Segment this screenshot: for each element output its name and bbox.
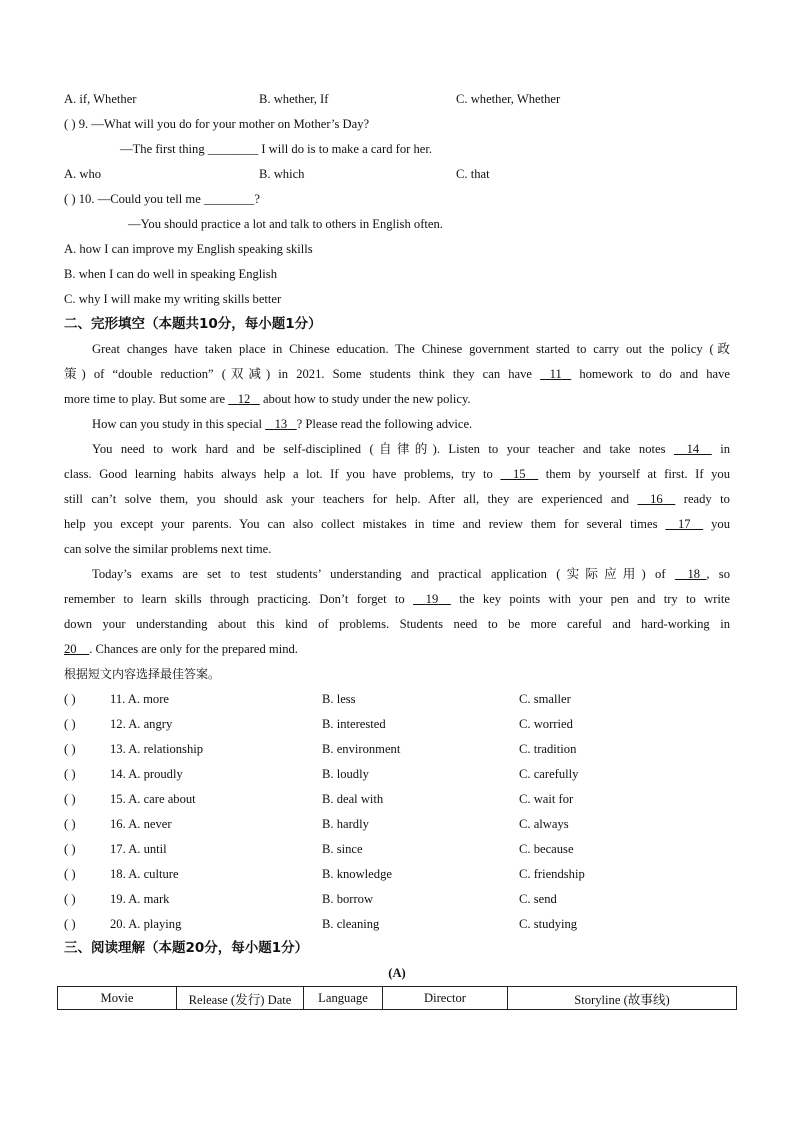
passage-line: still can’t solve them, you should ask your teachers for help. After all, they are experienced and 16 ready to: [64, 492, 730, 506]
q9-blank[interactable]: ________: [207, 142, 259, 156]
option-a: 11. A. more: [110, 692, 169, 706]
option-c: C. smaller: [519, 692, 571, 706]
passage-line: How can you study in this special 13 ? Please read the following advice.: [92, 417, 473, 431]
passage-line: 20 . Chances are only for the prepared mind.: [64, 642, 298, 656]
passage-line: help you except your parents. You can also collect mistakes in time and review them for several times 17 you: [64, 517, 730, 531]
answer-paren[interactable]: ( ): [64, 817, 76, 831]
passage-line: class. Good learning habits always help a lot. If you have problems, try to 15 them by yourself at first. If you: [64, 467, 730, 481]
option-a: 19. A. mark: [110, 892, 170, 906]
part-title: (A): [388, 966, 406, 980]
movie-table: [57, 986, 737, 1010]
blank-19[interactable]: 19: [425, 592, 439, 606]
option-c: C. send: [519, 892, 557, 906]
q10-option-b: B. when I can do well in speaking English: [64, 267, 278, 281]
q9-line2: [120, 141, 432, 157]
blank-16[interactable]: 16: [650, 492, 663, 506]
blank-13[interactable]: 13: [274, 417, 288, 431]
blank-12[interactable]: 12: [237, 392, 251, 406]
header-storyline: Storyline (故事线): [508, 987, 737, 1010]
option-c: C. studying: [519, 917, 578, 931]
q10-option-c: C. why I will make my writing skills better: [64, 292, 282, 306]
q9-stem: [64, 116, 369, 132]
answer-paren[interactable]: ( ): [64, 717, 76, 731]
option-a: 14. A. proudly: [110, 767, 183, 781]
option-a: 13. A. relationship: [110, 742, 204, 756]
option-a: 18. A. culture: [110, 867, 179, 881]
q9-option-a: A. who: [64, 167, 102, 181]
header-language: Language: [304, 987, 383, 1010]
q8-option-b: B. whether, If: [259, 92, 329, 106]
q9-line2-text: I will do is to make a card for her.: [261, 142, 433, 156]
option-c: C. always: [519, 817, 569, 831]
option-a: 16. A. never: [110, 817, 172, 831]
option-c: C. worried: [519, 717, 573, 731]
passage-line: You need to work hard and be self-disciplined (自律的). Listen to your teacher and take notes 14 in: [92, 442, 730, 456]
q9-line2-text: —The first thing: [120, 142, 205, 156]
option-b: B. borrow: [322, 892, 374, 906]
option-c: C. carefully: [519, 767, 579, 781]
passage-line: can solve the similar problems next time.: [64, 542, 272, 556]
option-c: C. wait for: [519, 792, 574, 806]
passage-line: more time to play. But some are 12 about how to study under the new policy.: [64, 392, 471, 406]
answer-paren[interactable]: ( ): [64, 767, 76, 781]
section2-heading: 二、完形填空（本题共10分，每小题1分）: [64, 316, 322, 332]
q10-stem: [64, 191, 260, 207]
q10-line2: —You should practice a lot and talk to others in English often.: [128, 217, 443, 231]
blank-15[interactable]: 15: [513, 467, 526, 481]
option-c: C. tradition: [519, 742, 577, 756]
option-a: 15. A. care about: [110, 792, 196, 806]
header-director: Director: [383, 987, 508, 1010]
blank-18[interactable]: 18: [687, 567, 701, 581]
answer-paren[interactable]: ( ): [64, 917, 76, 931]
q10-question: 10. —Could you tell me: [78, 192, 201, 206]
q10-option-a: A. how I can improve my English speaking skills: [64, 242, 313, 256]
option-a: 17. A. until: [110, 842, 167, 856]
table-header-row: [58, 987, 737, 1010]
option-b: B. deal with: [322, 792, 384, 806]
option-b: B. loudly: [322, 767, 369, 781]
option-b: B. knowledge: [322, 867, 392, 881]
q9-question: 9. —What will you do for your mother on Mother’s Day?: [78, 117, 370, 131]
answer-paren[interactable]: ( ): [64, 117, 76, 131]
answer-paren[interactable]: ( ): [64, 792, 76, 806]
option-c: C. because: [519, 842, 574, 856]
passage-line: 策) of “double reduction” (双减) in 2021. Some students think they can have 11 homework to do and have: [64, 367, 730, 381]
q9-option-c: C. that: [456, 167, 490, 181]
answer-paren[interactable]: ( ): [64, 842, 76, 856]
answer-paren[interactable]: ( ): [64, 192, 76, 206]
blank-11[interactable]: 11: [549, 367, 562, 381]
answer-paren[interactable]: ( ): [64, 892, 76, 906]
q8-option-a: A. if, Whether: [64, 92, 137, 106]
option-a: 12. A. angry: [110, 717, 173, 731]
option-b: B. less: [322, 692, 356, 706]
passage-line: remember to learn skills through practicing. Don’t forget to 19 the key points with your pen and try to write: [64, 592, 731, 606]
answer-paren[interactable]: ( ): [64, 692, 76, 706]
option-b: B. environment: [322, 742, 401, 756]
passage-line: Great changes have taken place in Chinese education. The Chinese government started to carry out the policy (政: [92, 342, 730, 356]
q8-option-c: C. whether, Whether: [456, 92, 561, 106]
q9-option-b: B. which: [259, 167, 305, 181]
instruction: 根据短文内容选择最佳答案。: [64, 667, 221, 681]
blank-20[interactable]: 20: [64, 642, 77, 656]
option-b: B. since: [322, 842, 363, 856]
option-c: C. friendship: [519, 867, 585, 881]
passage-line: down your understanding about this kind of problems. Students need to be more careful and hard-working in: [64, 617, 730, 631]
answer-paren[interactable]: ( ): [64, 867, 76, 881]
answer-paren[interactable]: ( ): [64, 742, 76, 756]
option-a: 20. A. playing: [110, 917, 182, 931]
q10-question-mark: ?: [254, 192, 260, 206]
option-b: B. cleaning: [322, 917, 380, 931]
blank-17[interactable]: 17: [677, 517, 691, 531]
passage-line: Today’s exams are set to test students’ understanding and practical application (实际应用) of 18 , so: [92, 567, 731, 581]
option-b: B. hardly: [322, 817, 369, 831]
option-b: B. interested: [322, 717, 386, 731]
header-release-date: Release (发行) Date: [177, 987, 304, 1010]
header-movie: Movie: [58, 987, 177, 1010]
blank-14[interactable]: 14: [686, 442, 700, 456]
section3-heading: 三、阅读理解（本题20分，每小题1分）: [64, 940, 309, 956]
q10-blank[interactable]: ________: [203, 192, 255, 206]
